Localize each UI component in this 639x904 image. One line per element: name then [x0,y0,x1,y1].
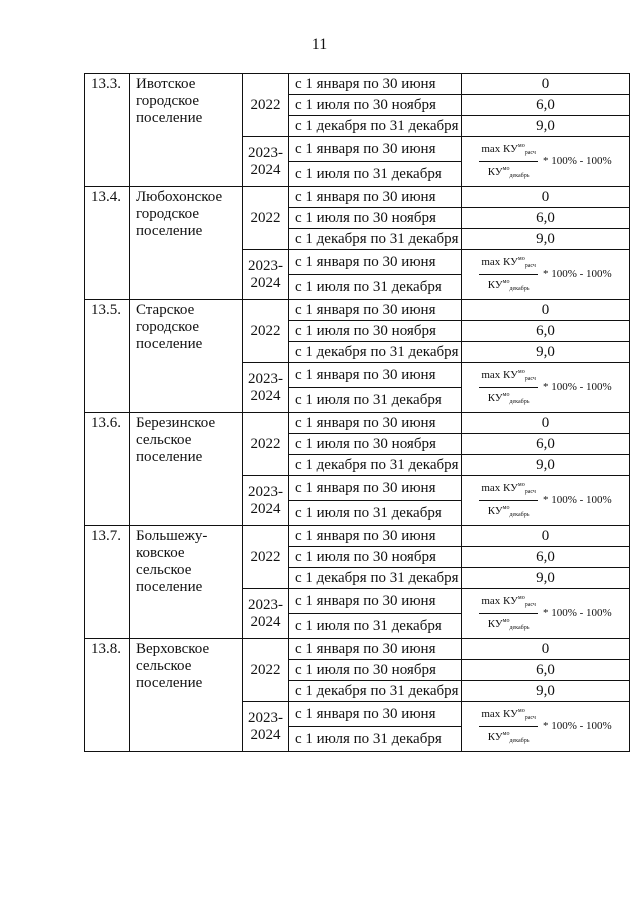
value-cell: 6,0 [462,208,630,229]
value-cell: 0 [462,187,630,208]
value-cell: 0 [462,300,630,321]
year-range-bottom: 2024 [250,726,281,743]
period-jul-dec: с 1 июля по 31 декабря [289,727,462,752]
period-dec: с 1 декабря по 31 декабря [289,455,462,476]
period-jan-jun: с 1 января по 30 июня [289,702,462,727]
value-cell: 6,0 [462,547,630,568]
year-2023-2024 [243,702,289,752]
year-2023-2024 [243,137,289,187]
settlement-name: Березинское сельское поселение [130,413,243,526]
formula-cell [462,250,630,300]
page-number: 11 [311,36,328,53]
period-jul-nov: с 1 июля по 30 ноября [289,660,462,681]
value-cell: 6,0 [462,95,630,116]
period-jan-jun: с 1 января по 30 июня [289,187,462,208]
formula-cell [462,137,630,187]
year-range-bottom: 2024 [250,274,281,291]
year-2022: 2022 [243,300,289,363]
row-number: 13.4. [85,187,130,300]
period-dec: с 1 декабря по 31 декабря [289,229,462,250]
period-jan-jun: с 1 января по 30 июня [289,639,462,660]
period-jul-dec: с 1 июля по 31 декабря [289,388,462,413]
period-jan-jun: с 1 января по 30 июня [289,526,462,547]
year-range-bottom: 2024 [250,387,281,404]
period-jan-jun: с 1 января по 30 июня [289,137,462,162]
settlement-name: Любохонское городское поселение [130,187,243,300]
value-cell: 9,0 [462,681,630,702]
year-range-top: 2023- [248,596,283,613]
year-2022: 2022 [243,639,289,702]
row-number: 13.3. [85,74,130,187]
year-2023-2024 [243,476,289,526]
growth-formula: $\frac{\max КУ^{мо}расч}{КУ^{мо}декабрь}$ * 100% - 100% [462,590,629,638]
formula-cell [462,589,630,639]
period-jul-nov: с 1 июля по 30 ноября [289,208,462,229]
year-2022: 2022 [243,413,289,476]
growth-formula: $\frac{\max КУ^{мо}расч}{КУ^{мо}декабрь}$ * 100% - 100% [462,138,629,186]
period-jan-jun: с 1 января по 30 июня [289,74,462,95]
row-number: 13.7. [85,526,130,639]
value-cell: 9,0 [462,342,630,363]
settlement-name: Старское городское поселение [130,300,243,413]
year-2023-2024 [243,363,289,413]
period-dec: с 1 декабря по 31 декабря [289,568,462,589]
growth-formula: $\frac{\max КУ^{мо}расч}{КУ^{мо}декабрь}$ * 100% - 100% [462,703,629,751]
row-number: 13.8. [85,639,130,752]
settlement-name: Ивотское городское поселение [130,74,243,187]
settlements-table [84,73,630,752]
year-range-top: 2023- [248,370,283,387]
period-jul-dec: с 1 июля по 31 декабря [289,614,462,639]
year-2022: 2022 [243,526,289,589]
period-jan-jun: с 1 января по 30 июня [289,363,462,388]
year-range-top: 2023- [248,257,283,274]
value-cell: 0 [462,413,630,434]
value-cell: 9,0 [462,229,630,250]
value-cell: 0 [462,74,630,95]
year-range-top: 2023- [248,483,283,500]
settlement-name: Верховское сельское поселение [130,639,243,752]
growth-formula: $\frac{\max КУ^{мо}расч}{КУ^{мо}декабрь}$ * 100% - 100% [462,251,629,299]
period-jul-nov: с 1 июля по 30 ноября [289,95,462,116]
period-jul-nov: с 1 июля по 30 ноября [289,434,462,455]
year-range-top: 2023- [248,144,283,161]
row-number: 13.6. [85,413,130,526]
year-range-bottom: 2024 [250,500,281,517]
value-cell: 6,0 [462,660,630,681]
value-cell: 9,0 [462,455,630,476]
year-2022: 2022 [243,187,289,250]
value-cell: 0 [462,526,630,547]
formula-cell [462,363,630,413]
formula-cell [462,476,630,526]
period-jul-nov: с 1 июля по 30 ноября [289,321,462,342]
period-jul-nov: с 1 июля по 30 ноября [289,547,462,568]
formula-cell [462,702,630,752]
value-cell: 9,0 [462,568,630,589]
year-2023-2024 [243,250,289,300]
value-cell: 6,0 [462,321,630,342]
period-jan-jun: с 1 января по 30 июня [289,300,462,321]
period-jul-dec: с 1 июля по 31 декабря [289,275,462,300]
year-range-bottom: 2024 [250,161,281,178]
period-dec: с 1 декабря по 31 декабря [289,116,462,137]
period-jan-jun: с 1 января по 30 июня [289,589,462,614]
row-number: 13.5. [85,300,130,413]
period-jan-jun: с 1 января по 30 июня [289,476,462,501]
value-cell: 6,0 [462,434,630,455]
growth-formula: $\frac{\max КУ^{мо}расч}{КУ^{мо}декабрь}$ * 100% - 100% [462,477,629,525]
period-jan-jun: с 1 января по 30 июня [289,413,462,434]
period-jul-dec: с 1 июля по 31 декабря [289,162,462,187]
year-range-bottom: 2024 [250,613,281,630]
year-range-top: 2023- [248,709,283,726]
period-jul-dec: с 1 июля по 31 декабря [289,501,462,526]
period-jan-jun: с 1 января по 30 июня [289,250,462,275]
value-cell: 9,0 [462,116,630,137]
value-cell: 0 [462,639,630,660]
year-2022: 2022 [243,74,289,137]
period-dec: с 1 декабря по 31 декабря [289,681,462,702]
growth-formula: $\frac{\max КУ^{мо}расч}{КУ^{мо}декабрь}$ * 100% - 100% [462,364,629,412]
settlement-name: Большежу-ковское сельское поселение [130,526,243,639]
year-2023-2024 [243,589,289,639]
period-dec: с 1 декабря по 31 декабря [289,342,462,363]
